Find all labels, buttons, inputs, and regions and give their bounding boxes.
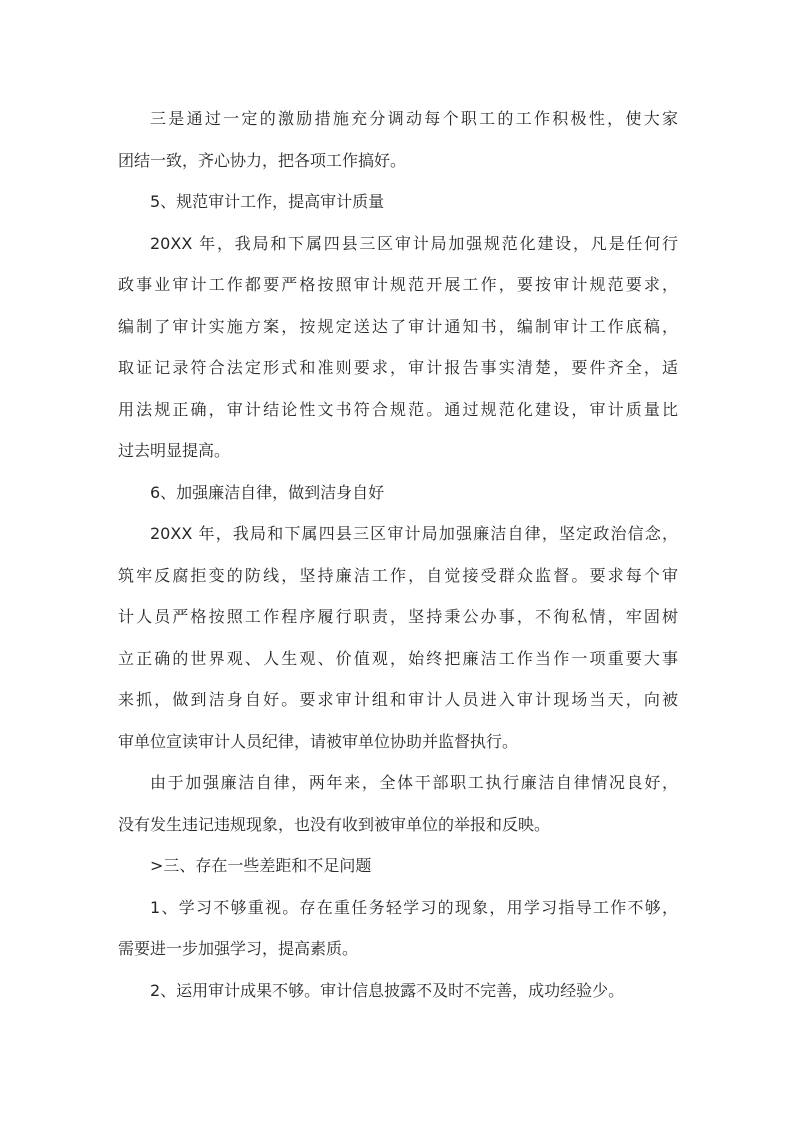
paragraph-line: 三是通过一定的激励措施充分调动每个职工的工作积极性，使大家 (150, 109, 678, 128)
paragraph-line: 编制了审计实施方案，按规定送达了审计通知书，编制审计工作底稿， (118, 316, 678, 336)
paragraph-line: 20XX 年，我局和下属四县三区审计局加强廉洁自律，坚定政治信念， (150, 524, 678, 543)
paragraph-line: 筑牢反腐拒变的防线，坚持廉洁工作，自觉接受群众监督。要求每个审 (118, 565, 678, 585)
paragraph-line: 立正确的世界观、人生观、价值观，始终把廉洁工作当作一项重要大事 (118, 648, 678, 668)
paragraph-line: 2、运用审计成果不够。审计信息披露不及时不完善，成功经验少。 (150, 980, 625, 1000)
paragraph-line: 由于加强廉洁自律，两年来，全体干部职工执行廉洁自律情况良好， (150, 773, 678, 792)
paragraph-line: 团结一致，齐心协力，把各项工作搞好。 (118, 150, 407, 170)
paragraph-line: 计人员严格按照工作程序履行职责，坚持秉公办事，不徇私情，牢固树 (118, 607, 678, 626)
paragraph-line: 取证记录符合法定形式和准则要求，审计报告事实清楚，要件齐全，适 (118, 358, 678, 377)
section-heading: 6、加强廉洁自律，做到洁身自好 (150, 482, 385, 502)
document-body (118, 98, 678, 1011)
paragraph-line: 1、学习不够重视。存在重任务轻学习的现象，用学习指导工作不够， (150, 897, 678, 917)
paragraph-line: 过去明显提高。 (118, 441, 231, 460)
paragraph-line: 20XX 年，我局和下属四县三区审计局加强规范化建设，凡是任何行 (150, 233, 678, 253)
section-heading: 5、规范审计工作，提高审计质量 (150, 192, 385, 211)
paragraph-line: 没有发生违记违规现象，也没有收到被审单位的举报和反映。 (118, 814, 551, 834)
paragraph-line: 政事业审计工作都要严格按照审计规范开展工作，要按审计规范要求， (118, 275, 678, 294)
paragraph-line: 审单位宣读审计人员纪律，请被审单位协助并监督执行。 (118, 731, 519, 751)
section-heading: >三、存在一些差距和不足问题 (150, 856, 372, 875)
paragraph-line: 用法规正确，审计结论性文书符合规范。通过规范化建设，审计质量比 (118, 399, 678, 419)
paragraph-line: 来抓，做到洁身自好。要求审计组和审计人员进入审计现场当天，向被 (118, 690, 678, 709)
paragraph-line: 需要进一步加强学习，提高素质。 (118, 939, 359, 958)
